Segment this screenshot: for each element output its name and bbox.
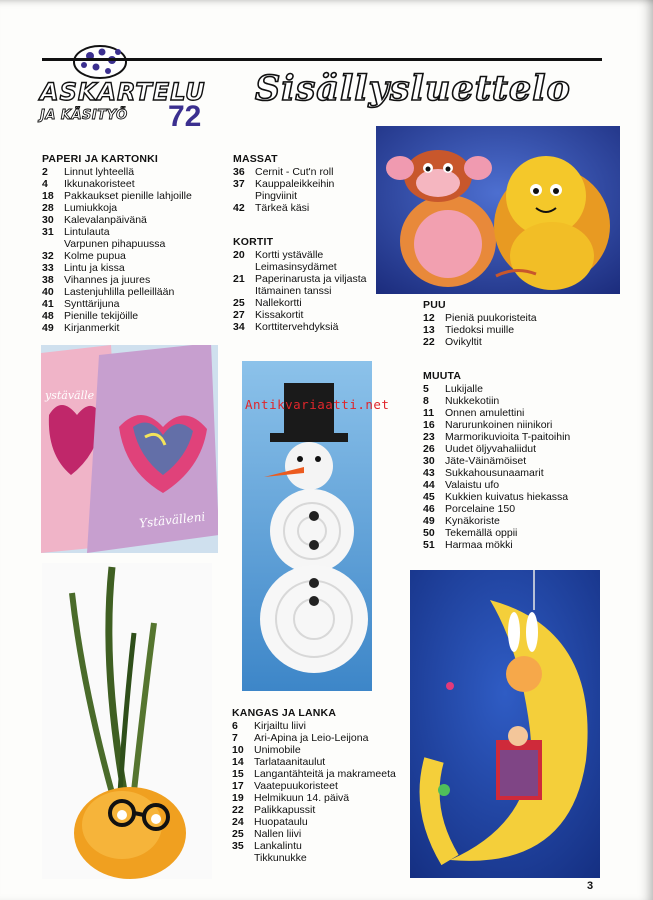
toc-page-number: 8: [423, 395, 429, 407]
toc-page-number: 31: [42, 226, 54, 238]
toc-page-number: 35: [232, 840, 244, 852]
toc-entry-label: Kukkien kuivatus hiekassa: [445, 491, 569, 503]
toc-list: [423, 383, 613, 551]
toc-entry-label: Kissakortit: [255, 309, 304, 321]
toc-page-number: 42: [233, 202, 245, 214]
toc-entry: [42, 262, 232, 274]
toc-entry: [232, 780, 407, 792]
toc-page-number: 27: [233, 309, 245, 321]
toc-entry-label: Tekemällä oppii: [445, 527, 518, 539]
toc-page-number: 16: [423, 419, 435, 431]
toc-entry: [423, 336, 603, 348]
toc-list: [423, 312, 603, 348]
toc-entry-label: Kirjanmerkit: [64, 322, 120, 334]
toc-entry: [232, 816, 407, 828]
photo-grass-head: [42, 563, 212, 879]
toc-entry-label: Kalevalanpäivänä: [64, 214, 147, 226]
toc-entry: [233, 202, 393, 214]
toc-entry: [42, 214, 232, 226]
toc-entry-label: Lintu ja kissa: [64, 262, 125, 274]
toc-entry-label: Narurunkoinen niinikori: [445, 419, 553, 431]
toc-entry: [232, 720, 407, 732]
section-muuta: [423, 370, 613, 551]
toc-page-number: 28: [42, 202, 54, 214]
toc-entry: [233, 249, 393, 273]
toc-entry-label: Marmorikuvioita T-paitoihin: [445, 431, 571, 443]
section-heading: MASSAT: [233, 153, 278, 165]
toc-entry-label: Langantähteitä ja makrameeta: [254, 768, 396, 780]
toc-page-number: 33: [42, 262, 54, 274]
toc-entry: [233, 273, 393, 297]
toc-page-number: 21: [233, 273, 245, 285]
toc-list: [233, 249, 393, 333]
toc-page-number: 34: [233, 321, 245, 333]
toc-page-number: 41: [42, 298, 54, 310]
toc-entry: [423, 312, 603, 324]
toc-page-number: 43: [423, 467, 435, 479]
toc-page-number: 15: [232, 768, 244, 780]
toc-entry: [232, 840, 407, 864]
toc-entry-label: Linnut lyhteellä: [64, 166, 135, 178]
toc-page-number: 22: [423, 336, 435, 348]
toc-page-number: 22: [232, 804, 244, 816]
toc-entry: [42, 190, 232, 202]
toc-entry-label: Onnen amulettini: [445, 407, 525, 419]
toc-page-number: 7: [232, 732, 238, 744]
toc-page-number: 40: [42, 286, 54, 298]
toc-page-number: 17: [232, 780, 244, 792]
toc-page-number: 50: [423, 527, 435, 539]
toc-entry: [42, 286, 232, 298]
toc-entry: [232, 804, 407, 816]
toc-entry: [423, 491, 613, 503]
toc-entry-label: Helmikuun 14. päivä: [254, 792, 350, 804]
toc-entry-label: Unimobile: [254, 744, 301, 756]
toc-entry-label: Valaistu ufo: [445, 479, 500, 491]
toc-entry-label: Harmaa mökki: [445, 539, 513, 551]
section-heading: PUU: [423, 299, 446, 311]
toc-page-number: 20: [233, 249, 245, 261]
toc-entry-label: Lukijalle: [445, 383, 483, 395]
toc-entry: [42, 274, 232, 286]
photo-moon-mobile: [410, 570, 600, 878]
toc-page-number: 36: [233, 166, 245, 178]
magazine-logo: [40, 40, 210, 140]
toc-page-number: 30: [42, 214, 54, 226]
section-heading: PAPERI JA KARTONKI: [42, 153, 159, 165]
toc-entry: [423, 443, 613, 455]
section-paperi-ja-kartonki: [42, 153, 232, 334]
toc-entry: [42, 178, 232, 190]
toc-page-number: 11: [423, 407, 435, 419]
toc-entry-label: Tärkeä käsi: [255, 202, 310, 214]
toc-page-number: 46: [423, 503, 435, 515]
section-heading: MUUTA: [423, 370, 462, 382]
issue-number: 72: [168, 100, 202, 133]
toc-entry-label: Vihannes ja juures: [64, 274, 151, 286]
toc-page-number: 51: [423, 539, 435, 551]
toc-entry: [233, 166, 393, 178]
page-title: Sisällysluettelo: [255, 68, 571, 109]
toc-entry: [423, 503, 613, 515]
toc-page-number: 26: [423, 443, 435, 455]
toc-entry-label: Lintulauta Varpunen pihapuussa: [64, 226, 166, 250]
toc-entry: [42, 202, 232, 214]
toc-entry-label: Huopataulu: [254, 816, 308, 828]
toc-entry-label: Nallen liivi: [254, 828, 302, 840]
toc-page-number: 4: [42, 178, 48, 190]
toc-entry: [42, 250, 232, 262]
toc-entry: [233, 321, 393, 333]
toc-entry-label: Sukkahousunaamarit: [445, 467, 544, 479]
toc-entry-label: Kynäkoriste: [445, 515, 500, 527]
toc-entry-label: Tiedoksi muille: [445, 324, 515, 336]
toc-entry-label: Lastenjuhlilla pelleillään: [64, 286, 175, 298]
header-rule: [42, 58, 602, 61]
toc-entry: [232, 768, 407, 780]
toc-page-number: 32: [42, 250, 54, 262]
toc-entry-label: Pakkaukset pienille lahjoille: [64, 190, 192, 202]
toc-entry: [42, 298, 232, 310]
toc-entry: [423, 515, 613, 527]
toc-page-number: 49: [423, 515, 435, 527]
toc-page-number: 25: [232, 828, 244, 840]
toc-page-number: 12: [423, 312, 435, 324]
toc-entry: [423, 455, 613, 467]
toc-entry: [232, 744, 407, 756]
toc-page-number: 44: [423, 479, 435, 491]
toc-entry-label: Nukkekotiin: [445, 395, 500, 407]
toc-entry-label: Kirjailtu liivi: [254, 720, 306, 732]
toc-entry: [423, 539, 613, 551]
toc-page-number: 45: [423, 491, 435, 503]
toc-entry: [42, 322, 232, 334]
toc-page-number: 49: [42, 322, 54, 334]
toc-entry: [232, 828, 407, 840]
toc-entry: [423, 527, 613, 539]
toc-entry-label: Cernit - Cut'n roll: [255, 166, 334, 178]
section-massat: [233, 153, 393, 214]
toc-entry-label: Jäte-Väinämöiset: [445, 455, 527, 467]
toc-page-number: 18: [42, 190, 54, 202]
toc-entry: [42, 166, 232, 178]
section-kangas-ja-lanka: [232, 707, 407, 864]
brand-title: ASKARTELU: [40, 78, 206, 106]
toc-entry-label: Kortti ystävälle Leimasinsydämet: [255, 249, 337, 273]
toc-entry-label: Ari-Apina ja Leio-Leijona: [254, 732, 369, 744]
toc-page-number: 6: [232, 720, 238, 732]
toc-entry: [233, 297, 393, 309]
toc-entry-label: Nallekortti: [255, 297, 302, 309]
toc-entry-label: Pienille tekijöille: [64, 310, 139, 322]
toc-entry-label: Kauppaleikkeihin Pingviinit: [255, 178, 335, 202]
section-kortit: [233, 236, 393, 333]
toc-entry-label: Vaatepuukoristeet: [254, 780, 338, 792]
toc-page-number: 30: [423, 455, 435, 467]
toc-entry-label: Pieniä puukoristeita: [445, 312, 537, 324]
toc-entry: [233, 309, 393, 321]
toc-page-number: 10: [232, 744, 244, 756]
toc-entry: [423, 395, 613, 407]
page-number: 3: [587, 880, 594, 892]
toc-page-number: 2: [42, 166, 48, 178]
toc-page-number: 37: [233, 178, 245, 190]
toc-page-number: 23: [423, 431, 435, 443]
toc-entry: [423, 431, 613, 443]
toc-entry: [423, 324, 603, 336]
toc-entry-label: Palikkapussit: [254, 804, 316, 816]
toc-page-number: 38: [42, 274, 54, 286]
toc-list: [42, 166, 232, 334]
toc-entry: [232, 792, 407, 804]
toc-page-number: 24: [232, 816, 244, 828]
toc-entry: [423, 479, 613, 491]
section-heading: KORTIT: [233, 236, 274, 248]
photo-monkey-and-lion: [376, 126, 620, 294]
toc-entry: [423, 407, 613, 419]
card-right-text: Ystävälleni: [138, 509, 206, 531]
toc-entry-label: Ovikyltit: [445, 336, 482, 348]
toc-entry-label: Uudet öljyvahaliidut: [445, 443, 537, 455]
toc-entry-label: Tarlataanitaulut: [254, 756, 326, 768]
toc-entry-label: Lankalintu Tikkunukke: [254, 840, 307, 864]
toc-list: [233, 166, 393, 214]
toc-page-number: 14: [232, 756, 244, 768]
toc-entry: [42, 226, 232, 250]
card-left-text: ystävälle: [45, 389, 95, 402]
toc-entry: [233, 178, 393, 202]
toc-page-number: 19: [232, 792, 244, 804]
toc-entry-label: Kolme pupua: [64, 250, 126, 262]
watermark: Antikvariaatti.net: [245, 397, 390, 412]
toc-entry-label: Lumiukkoja: [64, 202, 118, 214]
toc-entry-label: Porcelaine 150: [445, 503, 516, 515]
brand-subtitle: JA KÄSITYÖ: [40, 108, 128, 123]
toc-page-number: 13: [423, 324, 435, 336]
toc-entry: [42, 310, 232, 322]
toc-entry-label: Paperinarusta ja viljasta Itämainen tanssi: [255, 273, 367, 297]
toc-page-number: 5: [423, 383, 429, 395]
toc-entry-label: Synttärijuna: [64, 298, 120, 310]
toc-entry: [423, 419, 613, 431]
toc-entry: [423, 383, 613, 395]
toc-page-number: 25: [233, 297, 245, 309]
toc-page-number: 48: [42, 310, 54, 322]
toc-entry-label: Ikkunakoristeet: [64, 178, 135, 190]
toc-entry-label: Korttitervehdyksiä: [255, 321, 339, 333]
photo-valentine-cards: [41, 345, 218, 553]
toc-list: [232, 720, 407, 864]
toc-entry: [423, 467, 613, 479]
toc-entry: [232, 732, 407, 744]
section-puu: [423, 299, 603, 348]
toc-entry: [232, 756, 407, 768]
section-heading: KANGAS JA LANKA: [232, 707, 337, 719]
